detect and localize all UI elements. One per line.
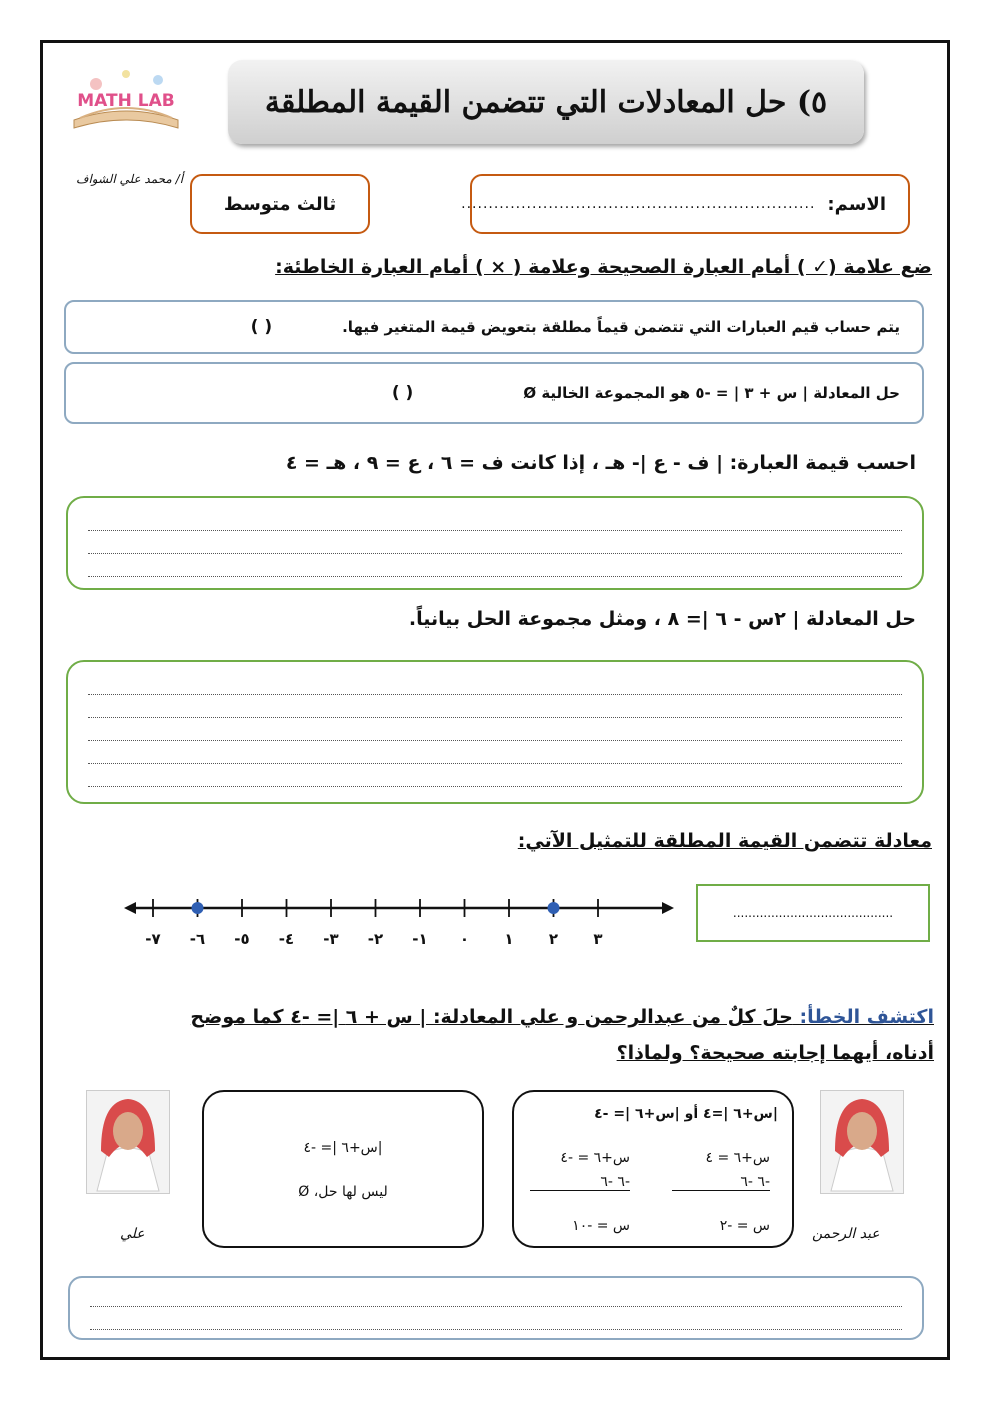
name-label: الاسم: [827, 193, 886, 215]
statement-2 [64, 362, 924, 424]
statement-1-answer[interactable]: ( ) [250, 317, 273, 337]
answer-line [90, 1284, 902, 1307]
section5-heading-line2: أدناه، أيهما إجابته صحيحة؟ ولماذا؟ [616, 1042, 934, 1064]
section1-heading: ضع علامة (✓ ) أمام العبارة الصحيحة وعلامة ( × ) أمام العبارة الخاطئة: [275, 256, 932, 278]
abdulrahman-right-3: س = -١٠ [572, 1218, 630, 1234]
tick-label: ٠ [459, 930, 470, 948]
tick-label: -٣ [323, 930, 339, 948]
grade-box [190, 174, 370, 234]
arrow-right-icon [662, 902, 674, 914]
section5-heading [190, 1006, 934, 1028]
teacher-signature: أ/ محمد علي الشواف [76, 172, 184, 186]
section2-heading: احسب قيمة العبارة: | ف - ع |- هـ ، إذا كانت ف = ٦ ، ع = ٩ ، هـ = ٤ [285, 452, 916, 474]
answer-line [90, 1307, 902, 1330]
statement-1-text: يتم حساب قيم العبارات التي تتضمن قيماً مطلقة بتعويض قيمة المتغير فيها. [342, 318, 900, 336]
ali-photo [86, 1090, 170, 1194]
section5-answer-box[interactable] [68, 1276, 924, 1340]
abdulrahman-right-1: س+٦ = -٤ [560, 1150, 630, 1166]
page-title: ٥) حل المعادلات التي تتضمن القيمة المطلقة [264, 84, 828, 120]
tick-label: ١ [504, 930, 514, 948]
tick-label: -١ [412, 930, 428, 948]
section5-heading-text: حلَ كلٌ من عبدالرحمن و علي المعادلة: | س + ٦ |= -٤ كما موضح [190, 1006, 793, 1028]
tick-label: ٣ [593, 930, 603, 948]
abdulrahman-photo [820, 1090, 904, 1194]
answer-line [88, 508, 902, 531]
solution-point [192, 902, 204, 914]
name-box [461, 174, 910, 234]
arrow-left-icon [124, 902, 136, 914]
answer-line [88, 741, 902, 764]
tick-label: -٥ [234, 930, 250, 948]
statement-2-answer[interactable]: ( ) [391, 383, 414, 403]
tick-label: ٢ [548, 930, 559, 948]
tick-label: -٦ [189, 930, 206, 948]
answer-line [88, 672, 902, 695]
ali-line1: |س+٦ |= -٤ [303, 1140, 383, 1156]
tick-label: -٢ [367, 930, 384, 948]
statement-1 [64, 300, 924, 354]
tick-label: -٤ [278, 930, 295, 948]
equation-answer-box[interactable] [696, 884, 930, 942]
number-line [120, 890, 680, 950]
svg-text:MATH LAB: MATH LAB [77, 91, 175, 111]
section5-heading-label: اكتشف الخطأ: [799, 1006, 934, 1028]
tick-label: -٧ [145, 930, 161, 948]
math-lab-logo [66, 62, 186, 134]
answer-line [88, 718, 902, 741]
answer-line [88, 531, 902, 554]
answer-line [88, 554, 902, 577]
solution-point [548, 902, 560, 914]
section3-answer-box[interactable] [66, 660, 924, 804]
ali-solution [202, 1090, 484, 1248]
ali-caption: علي [120, 1226, 145, 1242]
answer-line [88, 695, 902, 718]
abdulrahman-line1: |س+٦ |=٤ أو |س+٦ |= -٤ [594, 1106, 778, 1122]
abdulrahman-left-1: س+٦ = ٤ [705, 1150, 770, 1166]
ali-line2: ليس لها حل، Ø [298, 1184, 388, 1200]
section2-answer-box[interactable] [66, 496, 924, 590]
abdulrahman-caption: عبد الرحمن [812, 1226, 880, 1242]
abdulrahman-left-3: س = -٢ [719, 1218, 770, 1234]
section4-heading: معادلة تتضمن القيمة المطلقة للتمثيل الآتي: [517, 830, 932, 852]
name-field[interactable]: ................................................................. [461, 196, 816, 212]
number-line-svg [120, 890, 680, 950]
answer-line [88, 764, 902, 787]
abdulrahman-left-2: -٦ -٦ [672, 1174, 770, 1191]
title-banner [228, 60, 864, 144]
section3-heading: حل المعادلة | ٢س - ٦ |= ٨ ، ومثل مجموعة الحل بيانياً. [408, 608, 916, 630]
abdulrahman-solution [512, 1090, 794, 1248]
grade-label: ثالث متوسط [223, 193, 337, 215]
equation-answer-blank: .......................................... [732, 906, 894, 920]
abdulrahman-right-2: -٦ -٦ [530, 1174, 630, 1191]
statement-2-text: حل المعادلة | س + ٣ | = -٥ هو المجموعة الخالية Ø [523, 384, 900, 402]
